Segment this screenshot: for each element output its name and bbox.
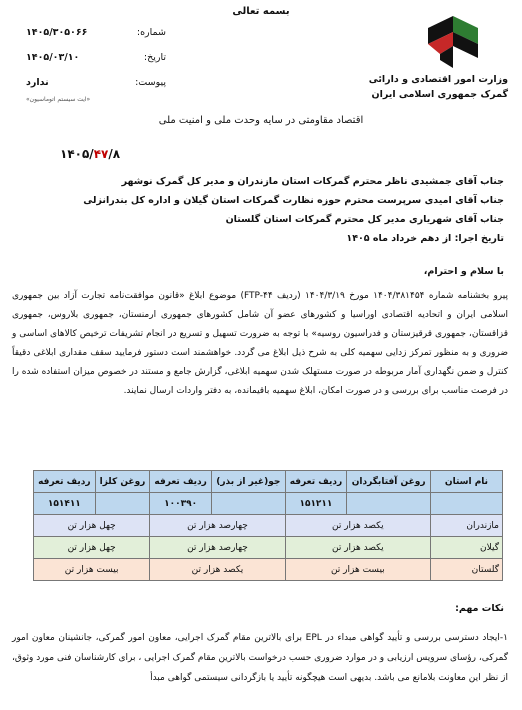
table-row — [34, 515, 503, 537]
organization-name — [348, 72, 508, 102]
letter-meta — [26, 20, 166, 105]
date-label: تاریخ: — [143, 52, 166, 63]
attachment-label: پیوست: — [135, 77, 166, 88]
canola-cell: چهل هزار تن — [34, 515, 150, 537]
recipient-mazandaran: جناب آقای جمشیدی ناظر محترم گمرکات استان مازندران و مدیر کل گمرک نوشهر — [121, 176, 504, 187]
code-cell: ۱۰۰۳۹۰ — [150, 493, 212, 515]
col-tariff-3: ردیف تعرفه — [34, 471, 96, 493]
greeting: با سلام و احترام، — [423, 266, 504, 277]
col-sunflower-oil: روغن آفتابگردان — [347, 471, 431, 493]
sunflower-cell: یکصد هزار تن — [285, 537, 430, 559]
province-cell: گلستان — [431, 559, 503, 581]
note-1: ۱-ایجاد دسترسی بررسی و تأیید گواهی مبداء در EPL برای بالاترین مقام گمرک اجرایی، معاون امور گمرکی، جانشینان معاون امور گمرکی، رؤسای سرویس ارزیابی و در موارد ضروری حسب درخواست بالاترین مقام گمرک اجرایی ، برای کارشناسان فنی مورد وثوق، از نظر این معاونت بلامانع می باشد. بدیهی است هیچگونه تأیید یا بازگردانی سیستمی گواهی مبدأ — [12, 633, 508, 683]
automation-note: «ایت سیستم اتوماسیون» — [26, 96, 91, 103]
date-value: ۱۴۰۵/۰۳/۱۰ — [26, 52, 80, 63]
code-cell — [211, 493, 285, 515]
meta-date-row — [26, 45, 166, 70]
org-line-ministry: وزارت امور اقتصادی و دارائی — [368, 74, 508, 85]
recipient-golestan: جناب آقای شهریاری مدیر کل محترم گمرکات استان گلستان — [225, 214, 504, 225]
meta-number-row — [26, 20, 166, 45]
barley-cell: چهارصد هزار تن — [150, 515, 285, 537]
quota-table — [33, 470, 503, 581]
code-cell: ۱۵۱۲۱۱ — [285, 493, 347, 515]
tariff-code-row — [34, 493, 503, 515]
doc-number-red: ۴۷ — [93, 147, 109, 161]
province-cell: گیلان — [431, 537, 503, 559]
code-cell — [431, 493, 503, 515]
org-line-customs: گمرک جمهوری اسلامی ایران — [371, 89, 508, 100]
canola-cell: چهل هزار تن — [34, 537, 150, 559]
attachment-value: ندارد — [26, 77, 49, 88]
canola-cell: بیست هزار تن — [34, 559, 150, 581]
code-cell — [95, 493, 150, 515]
table-row — [34, 537, 503, 559]
barley-cell: یکصد هزار تن — [150, 559, 285, 581]
execution-date: تاریخ اجرا: از دهم خرداد ماه ۱۴۰۵ — [346, 233, 504, 244]
recipients-block — [14, 172, 504, 248]
besmeh-title: بسمه تعالی — [232, 6, 290, 17]
number-value: ۱۴۰۵/۳۰۵۰۶۶ — [26, 27, 88, 38]
body-paragraph: پیرو بخشنامه شماره ۱۴۰۴/۳۸۱۴۵۴ مورخ ۱۴۰۴/۳/۱۹ (ردیف FTP-۴۴) موضوع ابلاغ «قانون موافقت‌نامه تجارت آزاد بین جمهوری اسلامی ایران و اتحادیه اقتصادی اوراسیا و کشورهای عضو آن شامل کشورهای جمهوری ارمنستان، جمهوری بلاروس، جمهوری قزاقستان، جمهوری قرقیزستان و فدراسیون روسیه» با توجه به ضرورت تسهیل و تسریع در انجام تشریفات ترخیص کالاهای اساسی و ضروری و به منظور تمرکز زدایی سهمیه کلی به شرح ذیل ابلاغ می گردد. خواهشمند است دستور فرمایید سقف مقداری ابلاغی دقیقاً کنترل و ضمن نگهداری آمار مربوطه در صورت مستهلک شدن سهمیه ابلاغی، گزارش جامع و مستند در خصوص میزان استفاده شده را در فرصت مناسب برای بررسی و در صورت امکان، ابلاغ سهمیه باقیمانده، به دفتر واردات ارسال نمایند. — [12, 291, 508, 396]
col-tariff-1: ردیف تعرفه — [285, 471, 347, 493]
province-cell: مازندران — [431, 515, 503, 537]
doc-number-prefix: /۸ — [108, 147, 121, 161]
table-header-row — [34, 471, 503, 493]
table-row — [34, 559, 503, 581]
customs-logo-icon — [418, 14, 488, 70]
slogan: اقتصاد مقاومتی در سایه وحدت ملی و امنیت ملی — [158, 115, 364, 126]
notes-title: نکات مهم: — [455, 603, 504, 614]
number-label: شماره: — [136, 27, 166, 38]
doc-number-suffix: ۱۴۰۵/ — [60, 147, 94, 161]
barley-cell: چهارصد هزار تن — [150, 537, 285, 559]
code-cell — [347, 493, 431, 515]
code-cell: ۱۵۱۴۱۱ — [34, 493, 96, 515]
meta-attachment-row — [26, 70, 166, 95]
document-number — [60, 147, 120, 161]
sunflower-cell: یکصد هزار تن — [285, 515, 430, 537]
col-barley: جو(غیر از بذر) — [211, 471, 285, 493]
sunflower-cell: بیست هزار تن — [285, 559, 430, 581]
col-canola-oil: روغن کلزا — [95, 471, 150, 493]
col-tariff-2: ردیف تعرفه — [150, 471, 212, 493]
recipient-gilan: جناب آقای امیدی سرپرست محترم حوزه نظارت گمرکات استان گیلان و اداره کل بندرانزلی — [83, 195, 504, 206]
col-province: نام استان — [431, 471, 503, 493]
